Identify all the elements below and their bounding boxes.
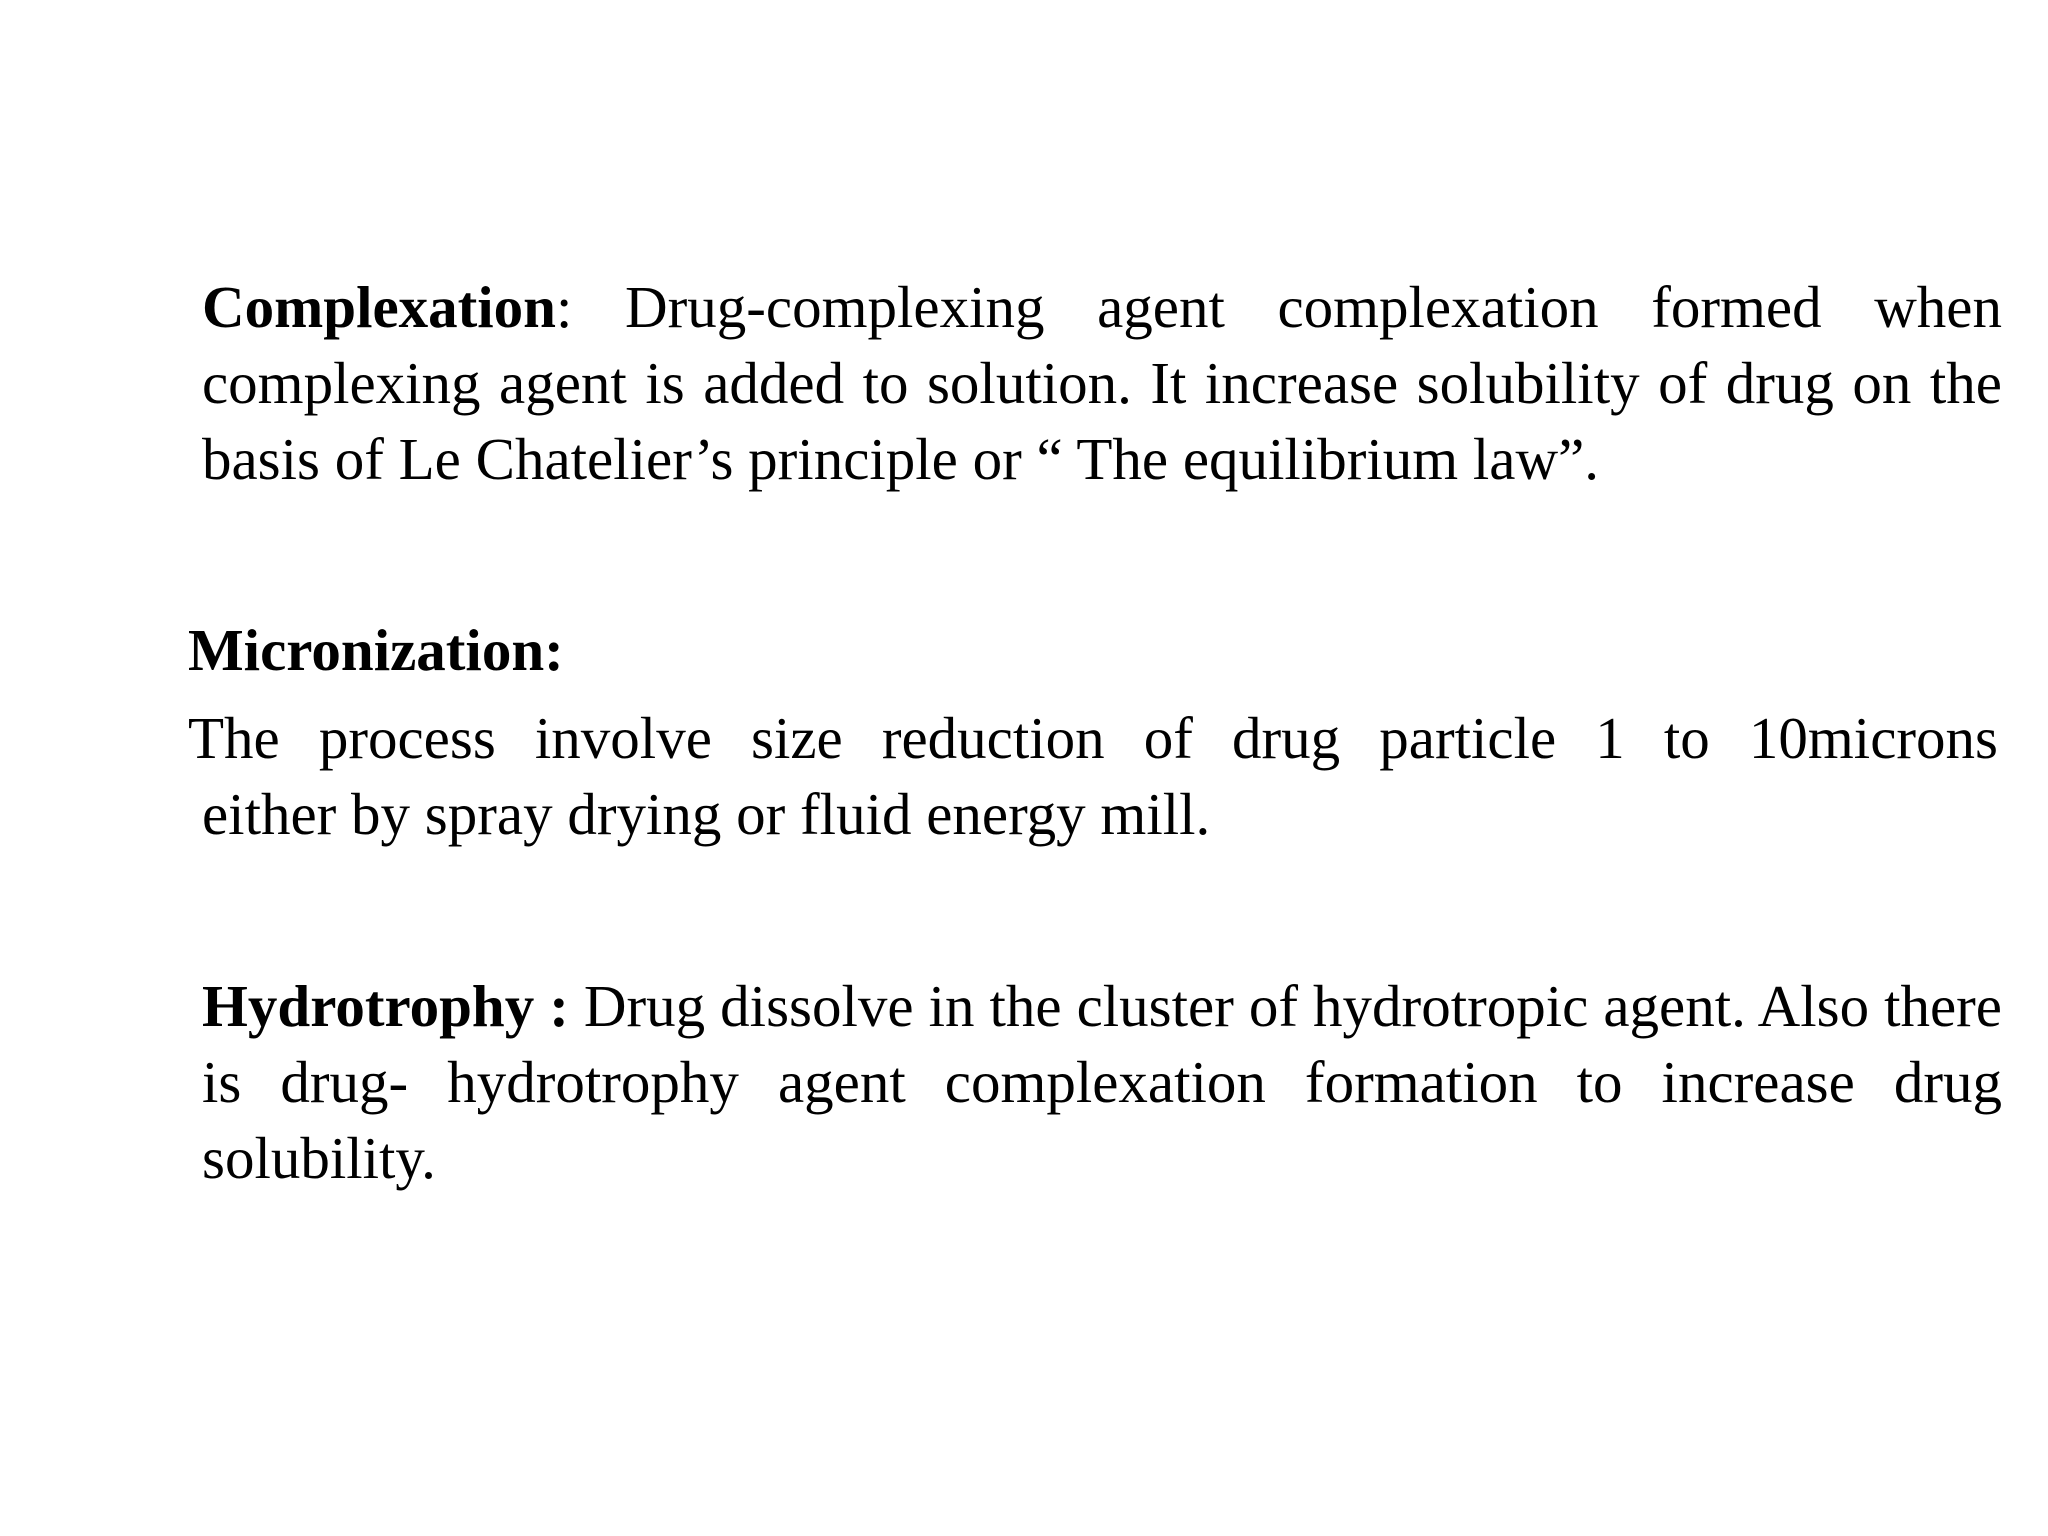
hydrotrophy-text: Drug dissolve in the cluster of hydrotropic agent. Also there is drug- hydrotrophy agent complexation formation to increase drug solubility. xyxy=(202,973,2002,1191)
complexation-paragraph xyxy=(202,269,2002,497)
micronization-paragraph xyxy=(188,700,1998,852)
micronization-heading: Micronization: xyxy=(188,617,564,683)
complexation-separator: : xyxy=(556,274,573,340)
micronization-line-2: either by spray drying or fluid energy mill. xyxy=(202,781,1211,847)
hydrotrophy-paragraph xyxy=(202,968,2002,1196)
complexation-term: Complexation xyxy=(202,274,556,340)
hydrotrophy-term: Hydrotrophy : xyxy=(202,973,569,1039)
micronization-line-1: The process involve size reduction of drug particle 1 to 10microns xyxy=(188,705,1998,771)
complexation-text: Drug-complexing agent complexation formed when complexing agent is added to solution. It increase solubility of drug on the basis of Le Chatelier’s principle or “ The equilibrium law”. xyxy=(202,274,2002,492)
